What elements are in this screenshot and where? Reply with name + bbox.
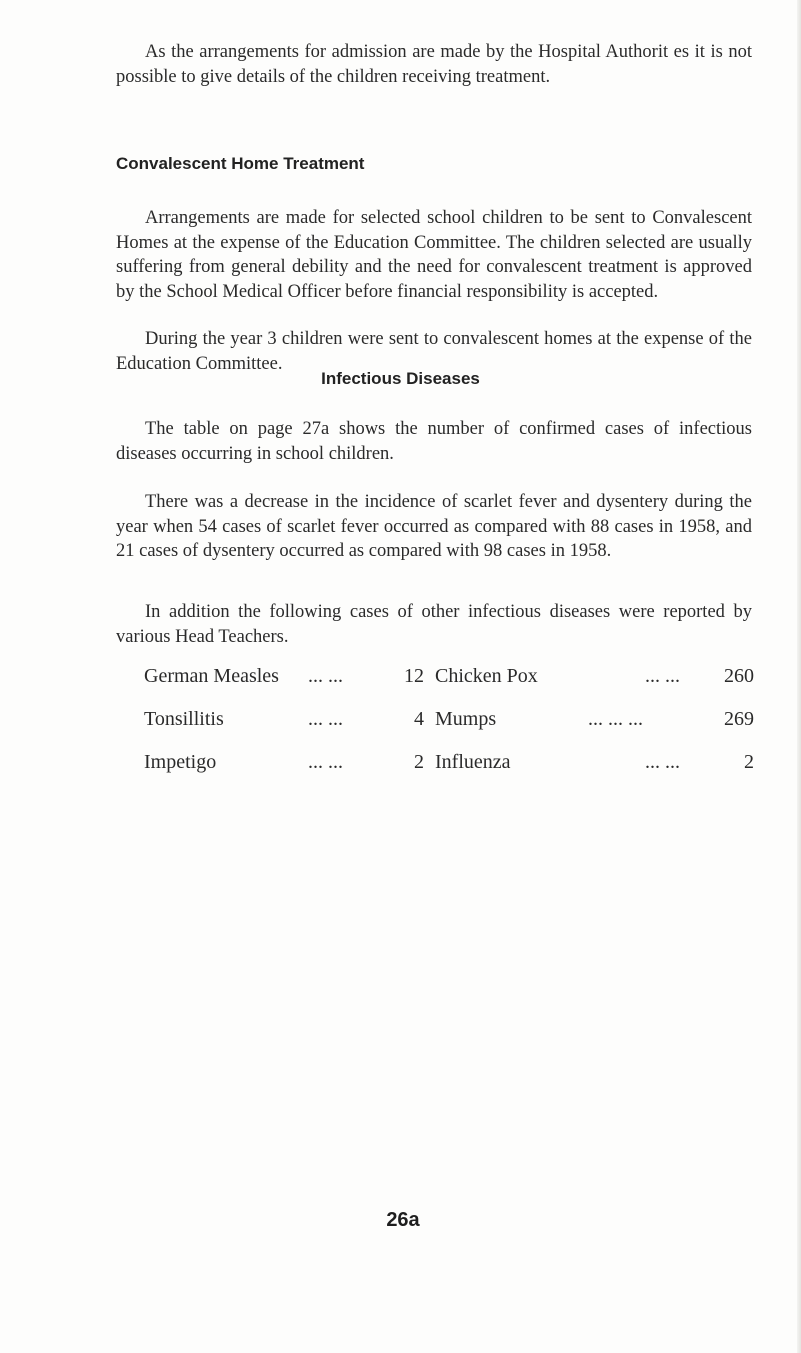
case-count: 12 [404, 665, 424, 687]
infectious-heading: Infectious Diseases [321, 369, 480, 388]
case-list-row [144, 751, 754, 779]
infectious-paragraph-2: There was a decrease in the incidence of scarlet fever and dysentery during the year when 54 cases of scarlet fever occurred as compared with 88 cases in 1958, and 21 cases of dysentery occurred as compared with 98 cases in 1958. [116, 492, 752, 561]
case-count: 2 [414, 751, 424, 773]
disease-name: Mumps [435, 708, 497, 730]
leader-dots: ... ... [308, 751, 343, 773]
page-edge-shadow [797, 0, 801, 1353]
convalescent-paragraph-2: During the year 3 children were sent to convalescent homes at the expense of the Education Committee. [116, 329, 752, 374]
case-count: 269 [724, 708, 754, 730]
convalescent-heading: Convalescent Home Treatment [116, 154, 365, 173]
case-count: 4 [414, 708, 424, 730]
disease-name: Chicken Pox [435, 665, 538, 687]
infectious-paragraph-3: In addition the following cases of other infectious diseases were reported by various Head Teachers. [116, 602, 752, 647]
case-list-row [144, 708, 754, 736]
leader-dots: ... ... [645, 665, 680, 687]
convalescent-paragraph-1: Arrangements are made for selected school children to be sent to Convalescent Homes at the expense of the Education Committee. The children selected are usually suffering from general debility and the need for convalescent treatment is approved by the School Medical Officer before financial responsibility is accepted. [116, 208, 752, 302]
disease-name: Influenza [435, 751, 511, 773]
infectious-paragraph-1: The table on page 27a shows the number of confirmed cases of infectious diseases occurring in school children. [116, 419, 752, 464]
disease-name: Impetigo [144, 751, 217, 773]
disease-name: German Measles [144, 665, 279, 687]
leader-dots: ... ... ... [588, 708, 643, 730]
leader-dots: ... ... [308, 665, 343, 687]
page-number: 26a [386, 1209, 420, 1231]
disease-name: Tonsillitis [144, 708, 224, 730]
intro-paragraph: As the arrangements for admission are made by the Hospital Authorit es it is not possible to give details of the children receiving treatment. [116, 42, 752, 87]
case-count: 260 [724, 665, 754, 687]
case-list-row [144, 665, 754, 693]
case-count: 2 [744, 751, 754, 773]
leader-dots: ... ... [308, 708, 343, 730]
leader-dots: ... ... [645, 751, 680, 773]
